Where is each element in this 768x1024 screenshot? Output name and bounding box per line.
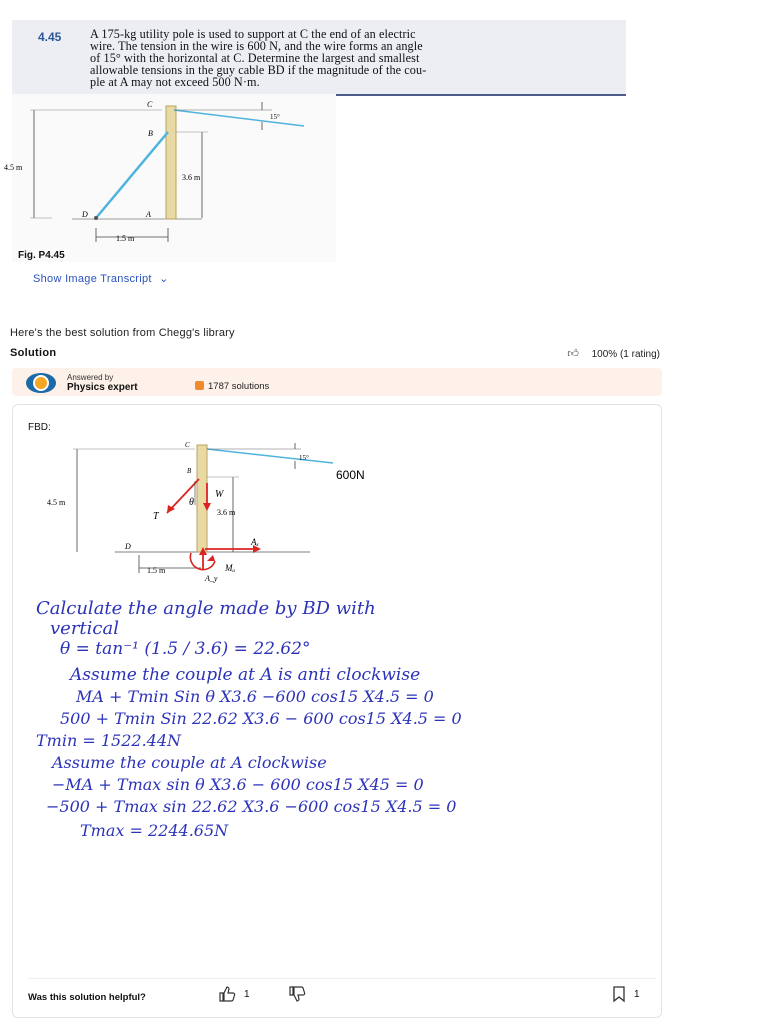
answered-by-label: Answered by [67,373,114,382]
pole-diagram [4,94,336,262]
show-transcript-link[interactable] [33,272,169,285]
label-d: D [82,210,88,219]
problem-line: ple at A may not exceed 500 N·m. [90,75,260,89]
thumbs-up-icon [218,986,236,1002]
label-4-5m: 4.5 m [4,163,23,172]
fbd-label-d: D [125,542,131,551]
solution-intro: Here's the best solution from Chegg's library [10,327,235,339]
solutions-count [195,381,269,392]
thumbs-up-icon: 👍︎ [567,348,579,360]
fbd-pole [197,445,207,552]
like-button[interactable] [218,986,250,1002]
figure-caption: Fig. P4.45 [18,250,65,261]
fbd-label-1-5m: 1.5 m [147,566,166,575]
problem-figure [4,94,336,262]
label-15-deg: 15° [270,113,280,121]
feedback-divider [28,978,656,979]
fbd-label-theta: θ [189,497,194,508]
fbd-label-ax: Aₓ [251,537,260,547]
fbd-label-4-5m: 4.5 m [47,498,66,507]
problem-text [90,28,620,88]
fbd-wire [207,449,333,463]
rating [567,347,660,360]
fbd-label-c: C [185,441,190,449]
handwritten-line: Tmin = 1522.44N [36,731,182,750]
show-transcript-label: Show Image Transcript [33,273,152,285]
label-1-5m: 1.5 m [116,234,135,243]
fbd-label-ma: Mₐ [225,563,236,573]
fbd-label-w: W [215,489,224,500]
problem-line: wire. The tension in the wire is 600 N, and the wire forms an angle [90,39,423,53]
handwritten-line: Calculate the angle made by BD with [36,598,376,619]
handwritten-line: −MA + Tmax sin θ X3.6 − 600 cos15 X45 = 0 [52,775,424,794]
chevron-down-icon: ⌄ [159,273,169,285]
pole [166,106,176,219]
fbd-label: FBD: [28,422,51,433]
fbd-label-b: B [187,467,192,475]
helpful-question: Was this solution helpful? [28,992,146,1003]
guy-cable [96,132,168,218]
problem-line: allowable tensions in the guy cable BD if the magnitude of the cou- [90,63,427,77]
handwritten-line: Assume the couple at A is anti clockwise [70,665,421,685]
handwritten-line: vertical [50,618,119,639]
bookmark-button[interactable] [612,986,640,1002]
solutions-count-text: 1787 solutions [208,381,270,392]
expert-name[interactable]: Physics expert [67,382,138,393]
fbd-label-600n: 600N [336,468,365,482]
electric-wire [174,110,304,126]
label-c: C [147,100,153,109]
label-a: A [146,210,151,219]
rating-text: 100% (1 rating) [591,349,660,360]
solution-title: Solution [10,347,57,359]
handwritten-line: θ = tan⁻¹ (1.5 / 3.6) = 22.62° [60,639,311,659]
handwritten-line: Assume the couple at A clockwise [52,753,327,772]
bookmark-count: 1 [634,988,640,1000]
problem-number: 4.45 [38,30,62,44]
handwritten-line: MA + Tmin Sin θ X3.6 −600 cos15 X4.5 = 0 [76,687,434,706]
moment-arrowhead [207,555,215,561]
handwritten-line: 500 + Tmin Sin 22.62 X3.6 − 600 cos15 X4.5 = 0 [60,709,462,728]
point-d [94,216,98,220]
fbd-svg [47,435,385,587]
free-body-diagram [47,435,385,587]
handwritten-line: −500 + Tmax sin 22.62 X3.6 −600 cos15 X4.5 = 0 [46,797,457,816]
expert-avatar [26,373,56,393]
handwritten-line: Tmax = 2244.65N [80,821,229,840]
thumbs-down-icon [288,986,306,1002]
bookmark-icon [612,986,626,1002]
fbd-label-15-deg: 15° [299,454,309,462]
fbd-label-t: T [153,511,159,522]
label-b: B [148,129,153,138]
handwritten-solution [30,594,670,844]
fbd-label-ay: A_y [205,574,218,583]
solutions-badge-icon [195,381,204,390]
fbd-label-3-6m: 3.6 m [217,508,236,517]
dislike-button[interactable] [288,986,306,1007]
like-count: 1 [244,988,250,1000]
problem-line: of 15° with the horizontal at C. Determine the largest and smallest [90,51,420,65]
handwritten-solution-svg [30,594,670,844]
problem-line: A 175-kg utility pole is used to support at C the end of an electric [90,27,416,41]
label-3-6m: 3.6 m [182,173,201,182]
